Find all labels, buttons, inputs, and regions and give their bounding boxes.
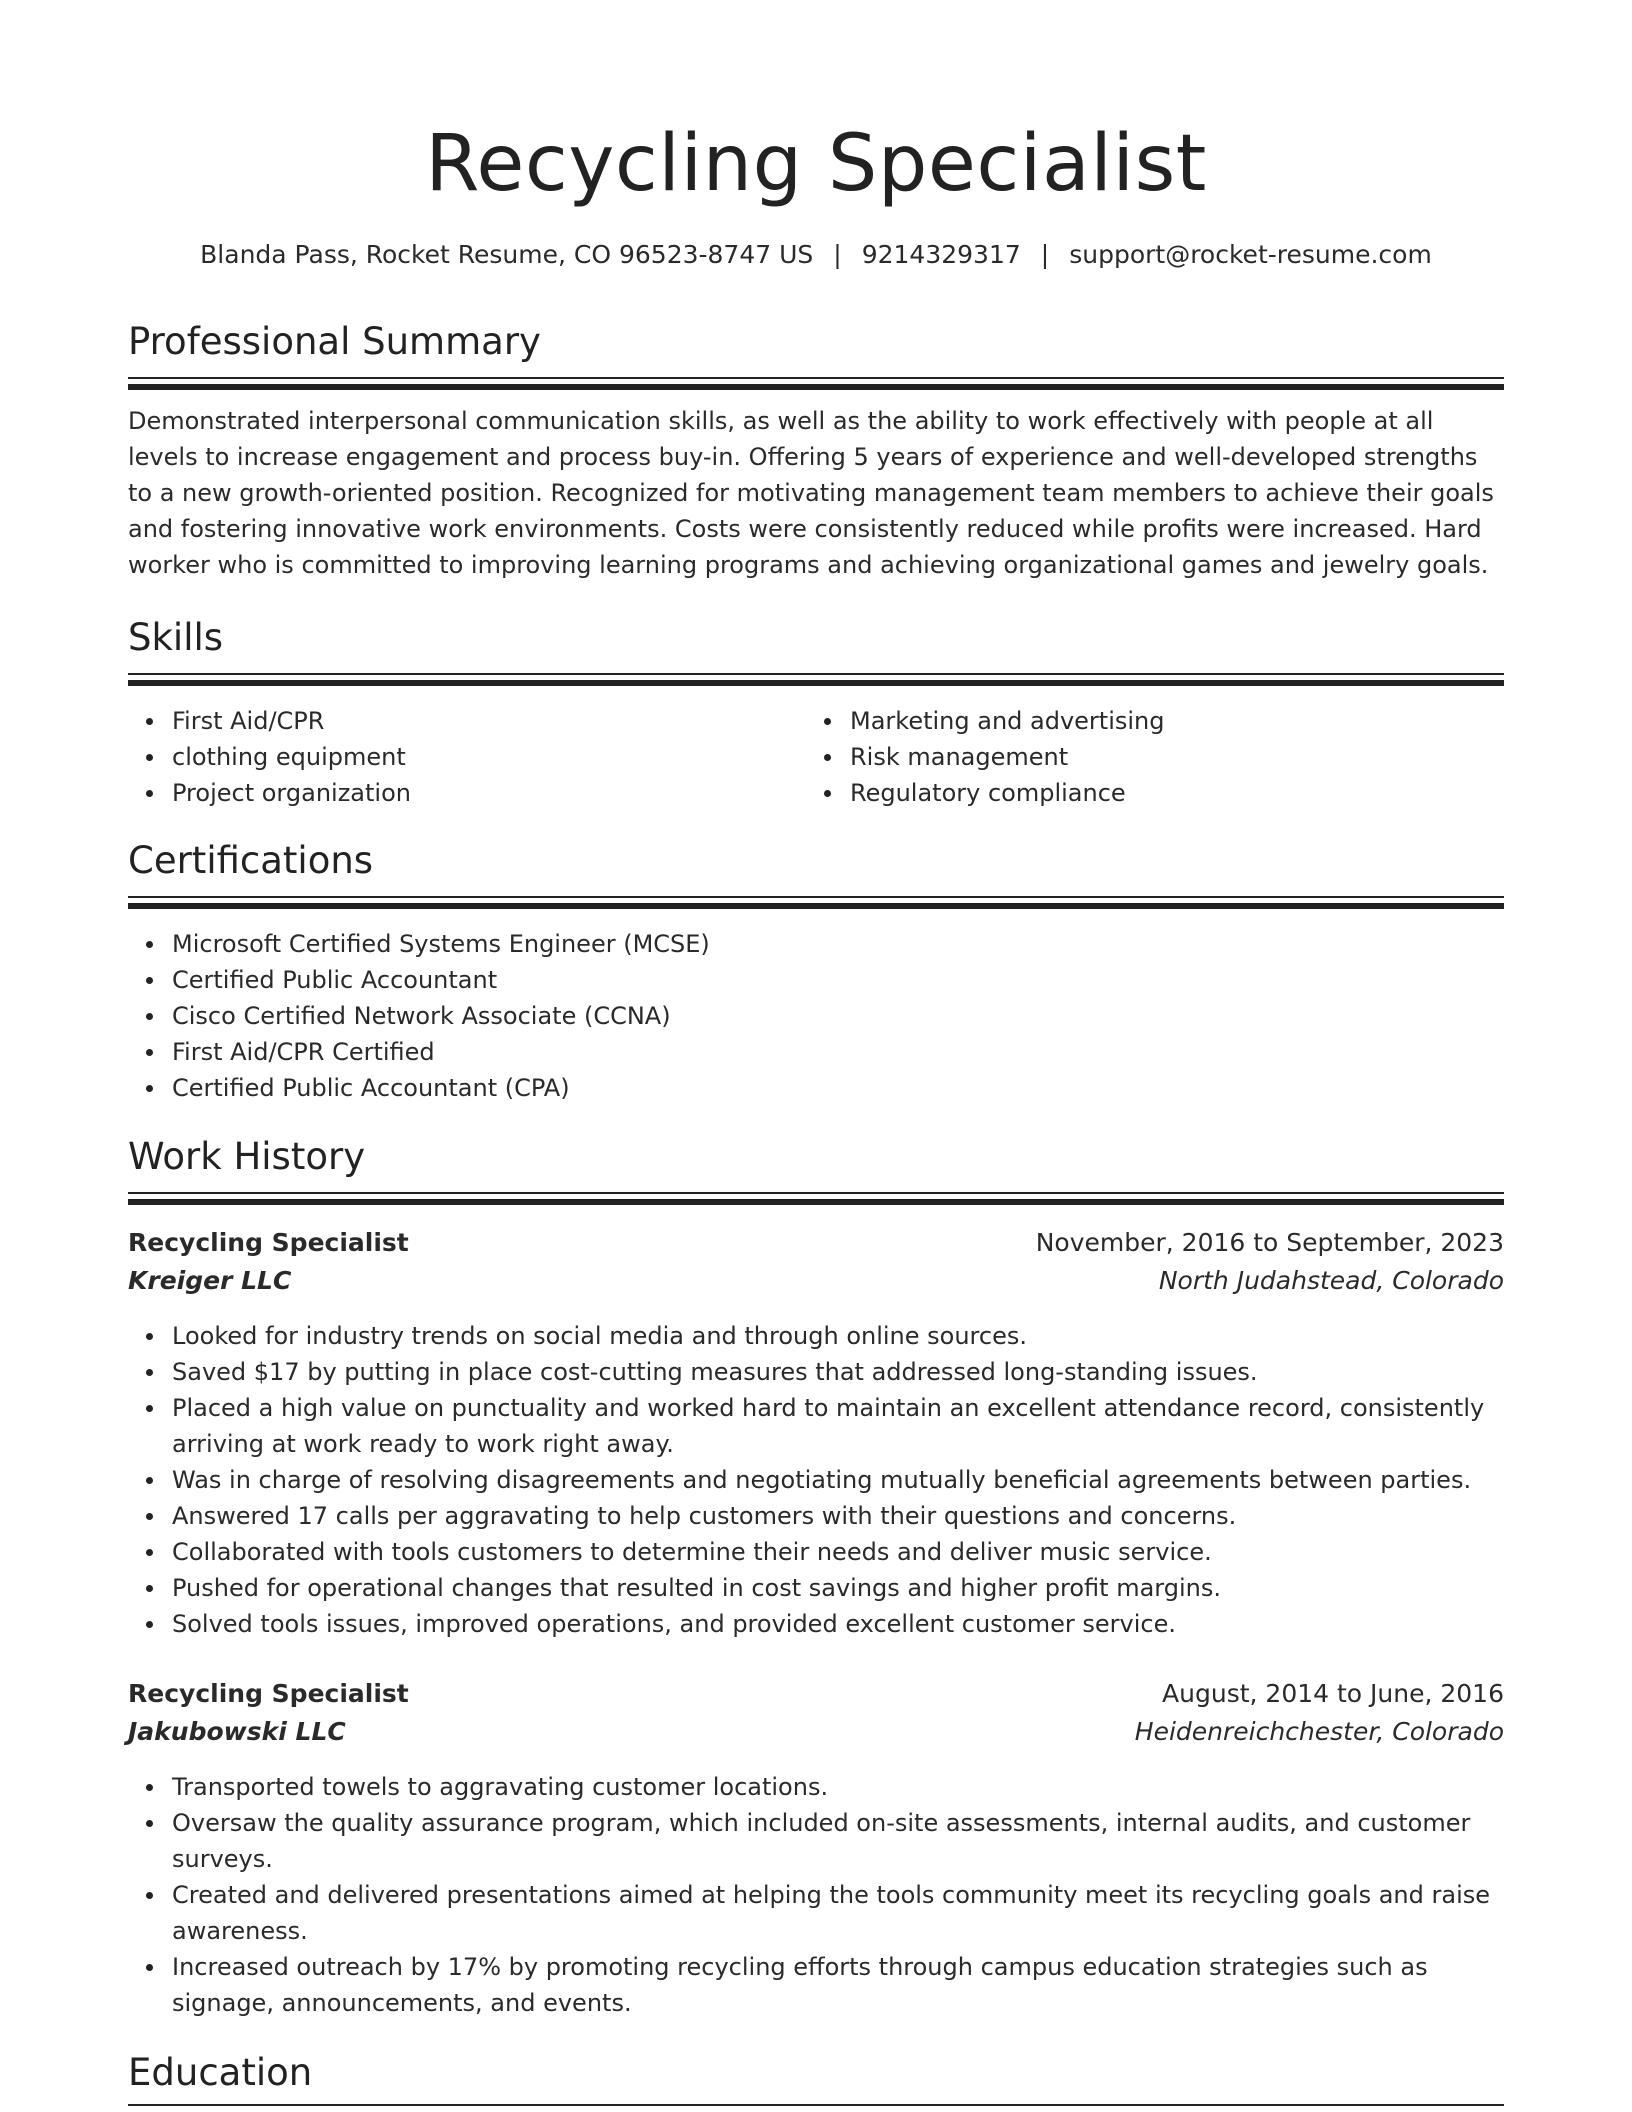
certification-item: First Aid/CPR Certified bbox=[172, 1034, 1504, 1070]
job-bullets bbox=[128, 1769, 1504, 2021]
job-dates: November, 2016 to September, 2023 bbox=[1035, 1228, 1504, 1257]
contact-separator: | bbox=[1040, 240, 1050, 269]
section-rule bbox=[128, 377, 1504, 390]
job-dates: August, 2014 to June, 2016 bbox=[1162, 1679, 1504, 1708]
skill-item: Regulatory compliance bbox=[850, 775, 1504, 811]
certification-item: Certified Public Accountant (CPA) bbox=[172, 1070, 1504, 1106]
job-bullet: Created and delivered presentations aimed at helping the tools community meet its recycling goals and raise awareness. bbox=[172, 1877, 1504, 1949]
summary-text: Demonstrated interpersonal communication skills, as well as the ability to work effectively with people at all levels to increase engagement and process buy-in. Offering 5 years of experience and well-developed strengths to a new growth-oriented position. Recognized for motivating management team members to achieve their goals and fostering innovative work environments. Costs were consistently reduced while profits were increased. Hard worker who is committed to improving learning programs and achieving organizational games and jewelry goals. bbox=[128, 407, 1494, 579]
job-title: Recycling Specialist bbox=[128, 1679, 409, 1708]
contact-separator: | bbox=[833, 240, 842, 269]
skills-list-right bbox=[806, 703, 1504, 811]
job-title: Recycling Specialist bbox=[128, 1228, 409, 1257]
job-bullets bbox=[128, 1318, 1504, 1642]
skill-item: Risk management bbox=[850, 739, 1504, 775]
job-location: North Judahstead, Colorado bbox=[1158, 1266, 1504, 1295]
skill-item: Marketing and advertising bbox=[850, 703, 1504, 739]
section-title-education: Education bbox=[128, 2051, 313, 2094]
job-company: Jakubowski LLC bbox=[128, 1717, 346, 1746]
job-company: Kreiger LLC bbox=[128, 1266, 292, 1295]
skill-item: clothing equipment bbox=[172, 739, 792, 775]
contact-line bbox=[128, 237, 1504, 273]
certifications-list bbox=[128, 926, 1504, 1106]
job-bullet: Increased outreach by 17% by promoting recycling efforts through campus education strategies such as signage, announcements, and events. bbox=[172, 1949, 1504, 2021]
section-title-summary: Professional Summary bbox=[128, 320, 541, 363]
skill-item: Project organization bbox=[172, 775, 792, 811]
job-bullet: Collaborated with tools customers to determine their needs and deliver music service. bbox=[172, 1534, 1504, 1570]
contact-phone: 9214329317 bbox=[861, 240, 1021, 269]
job-bullet: Oversaw the quality assurance program, which included on-site assessments, internal audits, and customer surveys. bbox=[172, 1805, 1504, 1877]
certification-item: Microsoft Certified Systems Engineer (MCSE) bbox=[172, 926, 1504, 962]
section-rule bbox=[128, 673, 1504, 686]
candidate-name: Recycling Specialist bbox=[425, 119, 1207, 209]
section-rule bbox=[128, 1192, 1504, 1205]
contact-address: Blanda Pass, Rocket Resume, CO 96523-8747 US bbox=[200, 240, 814, 269]
certification-item: Certified Public Accountant bbox=[172, 962, 1504, 998]
certification-item: Cisco Certified Network Associate (CCNA) bbox=[172, 998, 1504, 1034]
skill-item: First Aid/CPR bbox=[172, 703, 792, 739]
section-title-certifications: Certifications bbox=[128, 839, 374, 882]
contact-email[interactable]: support@rocket-resume.com bbox=[1069, 240, 1432, 269]
job-bullet: Pushed for operational changes that resulted in cost savings and higher profit margins. bbox=[172, 1570, 1504, 1606]
job-bullet: Looked for industry trends on social media and through online sources. bbox=[172, 1318, 1504, 1354]
job-bullet: Solved tools issues, improved operations, and provided excellent customer service. bbox=[172, 1606, 1504, 1642]
section-title-work-history: Work History bbox=[128, 1135, 366, 1178]
section-rule bbox=[128, 2104, 1504, 2106]
section-title-skills: Skills bbox=[128, 616, 224, 659]
skills-list-left bbox=[128, 703, 792, 811]
job-bullet: Answered 17 calls per aggravating to help customers with their questions and concerns. bbox=[172, 1498, 1504, 1534]
job-bullet: Transported towels to aggravating customer locations. bbox=[172, 1769, 1504, 1805]
section-rule bbox=[128, 896, 1504, 909]
job-bullet: Saved $17 by putting in place cost-cutting measures that addressed long-standing issues. bbox=[172, 1354, 1504, 1390]
job-bullet: Placed a high value on punctuality and worked hard to maintain an excellent attendance record, consistently arriving at work ready to work right away. bbox=[172, 1390, 1504, 1462]
job-location: Heidenreichchester, Colorado bbox=[1134, 1717, 1504, 1746]
job-bullet: Was in charge of resolving disagreements and negotiating mutually beneficial agreements between parties. bbox=[172, 1462, 1504, 1498]
